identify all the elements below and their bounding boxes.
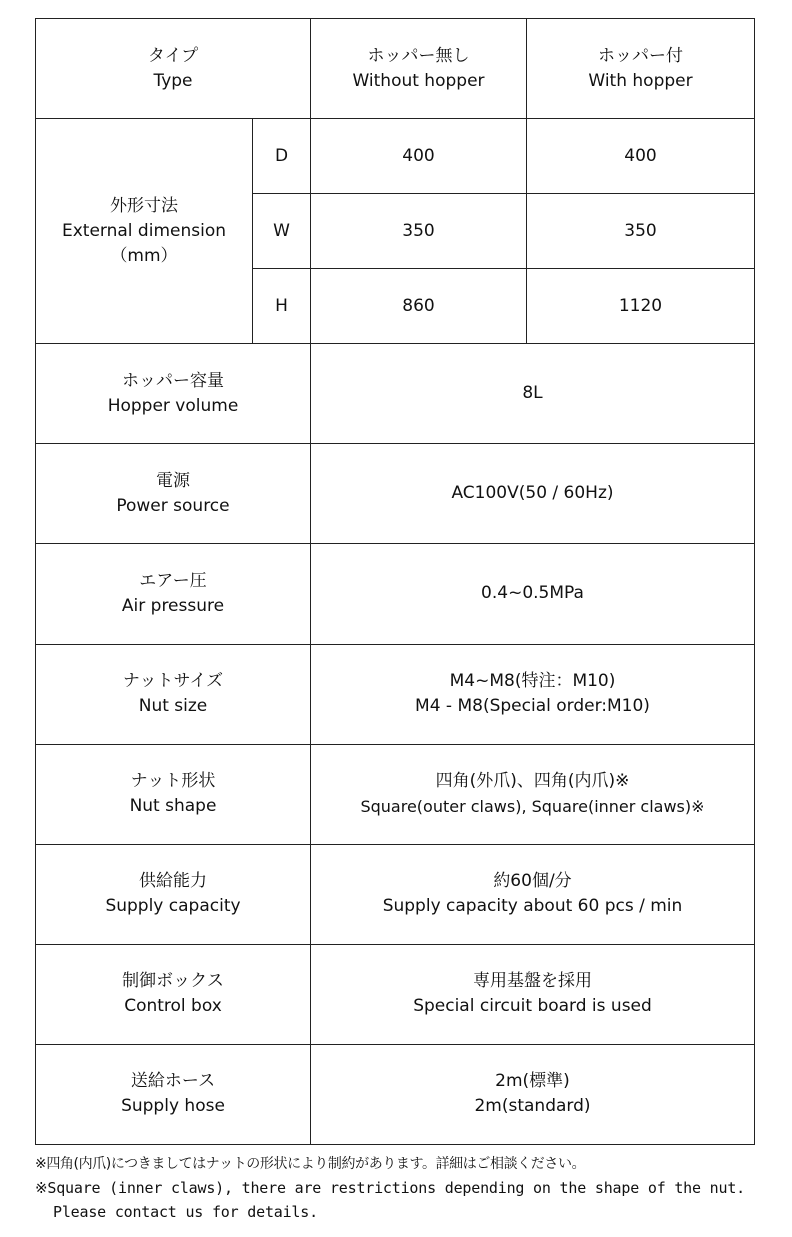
spec-label-cell bbox=[36, 544, 311, 644]
spec-label-ja: ナット形状 bbox=[130, 771, 216, 792]
header-row bbox=[36, 19, 755, 119]
dimension-label-ja: 外形寸法 bbox=[110, 195, 178, 216]
type-label-ja: タイプ bbox=[147, 45, 199, 66]
spec-label-ja: 送給ホース bbox=[130, 1071, 216, 1092]
spec-label-cell bbox=[36, 444, 311, 544]
spec-label-cell bbox=[36, 344, 311, 444]
spec-label-cell bbox=[36, 1044, 311, 1144]
spec-value-1: M4~M8(特注：M10) bbox=[449, 671, 616, 692]
spec-label-ja: 電源 bbox=[156, 470, 190, 491]
dimension-axis-d: D bbox=[253, 119, 311, 194]
dimension-label-cell bbox=[36, 119, 253, 344]
with-hopper-ja: ホッパー付 bbox=[598, 45, 683, 66]
type-header-cell bbox=[36, 19, 311, 119]
spec-value-cell bbox=[311, 944, 755, 1044]
spec-label-ja: ナットサイズ bbox=[122, 671, 224, 692]
dimension-label-en: External dimension bbox=[62, 220, 226, 241]
spec-label-ja: 供給能力 bbox=[139, 871, 207, 892]
without-hopper-en: Without hopper bbox=[352, 70, 485, 91]
spec-label-ja: エアー圧 bbox=[139, 570, 207, 591]
with-hopper-en: With hopper bbox=[588, 70, 693, 91]
spec-row-hopper-volume bbox=[36, 344, 755, 444]
spec-row-air-pressure bbox=[36, 544, 755, 644]
dimension-h-with: 1120 bbox=[527, 269, 755, 344]
spec-value-2: Special circuit board is used bbox=[413, 996, 652, 1017]
spec-label-en: Nut size bbox=[138, 696, 208, 717]
spec-label-en: Supply hose bbox=[121, 1096, 225, 1117]
dimension-d-without: 400 bbox=[311, 119, 527, 194]
dimension-axis-w: W bbox=[253, 194, 311, 269]
spec-row-nut-size bbox=[36, 644, 755, 744]
spec-value-cell bbox=[311, 344, 755, 444]
without-hopper-ja: ホッパー無し bbox=[367, 45, 470, 66]
dimension-unit: （mm） bbox=[110, 245, 178, 266]
spec-value-cell bbox=[311, 544, 755, 644]
spec-value-cell bbox=[311, 1044, 755, 1144]
spec-label-en: Nut shape bbox=[129, 796, 217, 817]
dimension-d-with: 400 bbox=[527, 119, 755, 194]
spec-value-2: Square(outer claws), Square(inner claws)※ bbox=[360, 797, 705, 817]
spec-value-1: 8L bbox=[522, 383, 543, 404]
spec-value-1: 2m(標準) bbox=[495, 1071, 570, 1092]
spec-value-cell bbox=[311, 844, 755, 944]
spec-label-en: Power source bbox=[116, 495, 230, 516]
spec-label-en: Control box bbox=[124, 996, 222, 1017]
dimension-row-d bbox=[36, 119, 755, 194]
spec-label-en: Air pressure bbox=[121, 595, 225, 616]
spec-label-cell bbox=[36, 944, 311, 1044]
spec-label-ja: ホッパー容量 bbox=[122, 370, 224, 391]
spec-value-2: M4 - M8(Special order:M10) bbox=[415, 696, 650, 717]
type-label-en: Type bbox=[153, 70, 193, 91]
dimension-axis-h: H bbox=[253, 269, 311, 344]
spec-row-supply-hose bbox=[36, 1044, 755, 1144]
footnote-en-line2: Please contact us for details. bbox=[53, 1203, 318, 1221]
footnote-ja: ※四角(内爪)につきましてはナットの形状により制約があります。詳細はご相談ください。 bbox=[35, 1156, 586, 1172]
dimension-w-without: 350 bbox=[311, 194, 527, 269]
footnote-en-line1: ※Square (inner claws), there are restrictions depending on the shape of the nut. bbox=[35, 1179, 745, 1197]
spec-label-ja: 制御ボックス bbox=[122, 971, 224, 992]
spec-value-2: 2m(standard) bbox=[474, 1096, 591, 1117]
dimension-w-with: 350 bbox=[527, 194, 755, 269]
spec-row-nut-shape bbox=[36, 744, 755, 844]
spec-value-cell bbox=[311, 444, 755, 544]
spec-row-control-box bbox=[36, 944, 755, 1044]
footnotes bbox=[35, 1152, 787, 1224]
spec-value-2: Supply capacity about 60 pcs / min bbox=[382, 896, 683, 917]
dimension-h-without: 860 bbox=[311, 269, 527, 344]
spec-value-1: 約60個/分 bbox=[493, 871, 572, 892]
spec-value-cell bbox=[311, 644, 755, 744]
spec-table bbox=[35, 18, 755, 1145]
with-hopper-header bbox=[527, 19, 755, 119]
spec-row-supply-capacity bbox=[36, 844, 755, 944]
spec-label-en: Hopper volume bbox=[107, 395, 239, 416]
spec-value-1: 0.4~0.5MPa bbox=[481, 583, 584, 604]
spec-label-en: Supply capacity bbox=[105, 896, 241, 917]
spec-value-1: 四角(外爪)、四角(内爪)※ bbox=[435, 771, 630, 792]
spec-value-1: AC100V(50 / 60Hz) bbox=[451, 483, 614, 504]
spec-row-power-source bbox=[36, 444, 755, 544]
spec-label-cell bbox=[36, 844, 311, 944]
spec-label-cell bbox=[36, 744, 311, 844]
without-hopper-header bbox=[311, 19, 527, 119]
spec-value-cell bbox=[311, 744, 755, 844]
spec-value-1: 専用基盤を採用 bbox=[473, 971, 592, 992]
spec-label-cell bbox=[36, 644, 311, 744]
